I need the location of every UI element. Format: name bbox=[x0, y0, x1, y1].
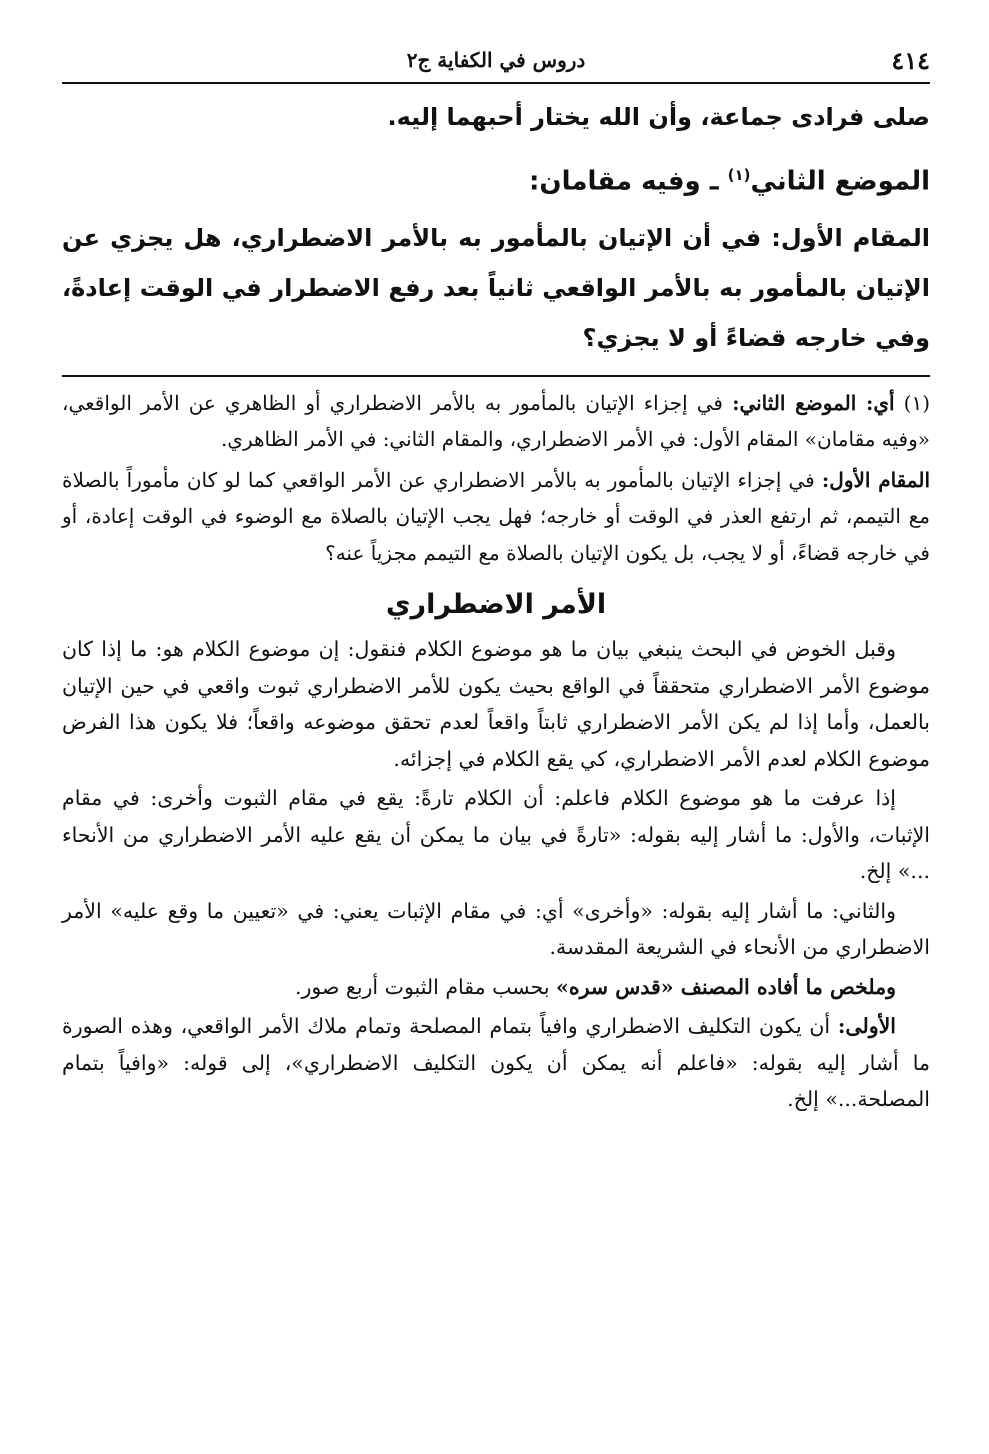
footnote-text: في إجزاء الإتيان بالمأمور به بالأمر الاضطراري أو الظاهري عن الأمر الواقعي، «وفيه مقامان» المقام الأول: في الأمر الاضطراري، والمقام الثاني: في الأمر الظاهري. bbox=[62, 390, 930, 452]
footnote-lead: أي: الموضع الثاني: bbox=[732, 390, 895, 415]
book-title: دروس في الكفاية ج٢ bbox=[406, 48, 586, 72]
paragraph-text: بحسب مقام الثبوت أربع صور. bbox=[294, 974, 557, 999]
paragraph-lead: وملخص ما أفاده المصنف «قدس سره» bbox=[556, 974, 896, 999]
paragraph-text: والثاني: ما أشار إليه بقوله: «وأخرى» أي: في مقام الإثبات يعني: في «تعيين ما وقع عليه» الأمر الاضطراري من الأنحاء في الشريعة المقدسة. bbox=[62, 898, 930, 960]
commentary-paragraph bbox=[62, 780, 930, 890]
footnote-reference: (١) bbox=[727, 166, 751, 184]
running-header bbox=[62, 34, 930, 84]
page-number: ٤١٤ bbox=[891, 46, 930, 75]
section-heading bbox=[62, 150, 930, 207]
commentary-paragraph bbox=[62, 1008, 930, 1118]
commentary-paragraph bbox=[62, 893, 930, 966]
footnote-lead: المقام الأول: bbox=[821, 467, 930, 492]
first-station-paragraph: المقام الأول: في أن الإتيان بالمأمور به بالأمر الاضطراري، هل يجزي عن الإتيان بالمأمور به بالأمر الواقعي ثانياً بعد رفع الاضطرار في الوقت إعادةً، وفي خارجه قضاءً أو لا يجزي؟ bbox=[62, 223, 930, 352]
footnote-number: (١) bbox=[903, 390, 930, 415]
footnote-paragraph-1 bbox=[62, 385, 930, 458]
section-heading-title: الموضع الثاني bbox=[750, 166, 930, 197]
paragraph-lead: الأولى: bbox=[837, 1014, 896, 1039]
paragraph-text: وقبل الخوض في البحث ينبغي بيان ما هو موضوع الكلام فنقول: إن موضوع الكلام هو: ما إذا كان موضوع الأمر الاضطراري متحققاً في الواقع بحيث يكون للأمر الاضطراري ثبوت واقعي في حين الإتيان بالعمل، وأما إذا لم يكن الأمر الاضطراري ثابتاً واقعاً لعدم تحقق موضوعه واقعاً؛ فلا يكون هذا الفرض موضوع الكلام لعدم الأمر الاضطراري، كي يقع الكلام في إجزائه. bbox=[62, 637, 930, 771]
main-text bbox=[62, 84, 930, 363]
commentary-paragraph bbox=[62, 631, 930, 777]
footnote-text: في إجزاء الإتيان بالمأمور به بالأمر الاضطراري عن الأمر الواقعي كما لو كان مأموراً بالصلاة مع التيمم، ثم ارتفع العذر في الوقت أو خارجه؛ فهل يجب الإتيان بالصلاة مع الوضوء في الوقت إعادة، أو في خارجه قضاءً، أو لا يجب، بل يكون الإتيان بالصلاة مع التيمم مجزياً عنه؟ bbox=[62, 467, 930, 565]
paragraph-text: أن يكون التكليف الاضطراري وافياً بتمام المصلحة وتمام ملاك الأمر الواقعي، وهذه الصورة ما أشار إليه بقوله: «فاعلم أنه يمكن أن يكون التكليف الاضطراري»، إلى قوله: «وافياً بتمام المصلحة...» إلخ. bbox=[62, 1014, 930, 1112]
footnote-divider bbox=[62, 375, 930, 377]
intro-line: صلى فرادى جماعة، وأن الله يختار أحبهما إليه. bbox=[387, 103, 930, 131]
commentary bbox=[62, 585, 930, 1118]
footnote-paragraph-2 bbox=[62, 462, 930, 572]
footnotes bbox=[62, 385, 930, 572]
commentary-paragraph bbox=[62, 969, 930, 1006]
paragraph-text: إذا عرفت ما هو موضوع الكلام فاعلم: أن الكلام تارةً: يقع في مقام الثبوت وأخرى: في مقام الإثبات، والأول: ما أشار إليه بقوله: «تارةً في بيان ما يمكن أن يقع عليه الأمر الاضطراري من الأنحاء ...» إلخ. bbox=[62, 786, 930, 884]
section-heading-tail: ـ وفيه مقامان: bbox=[529, 166, 728, 197]
book-page bbox=[62, 34, 930, 1121]
commentary-title: الأمر الاضطراري bbox=[385, 589, 607, 621]
